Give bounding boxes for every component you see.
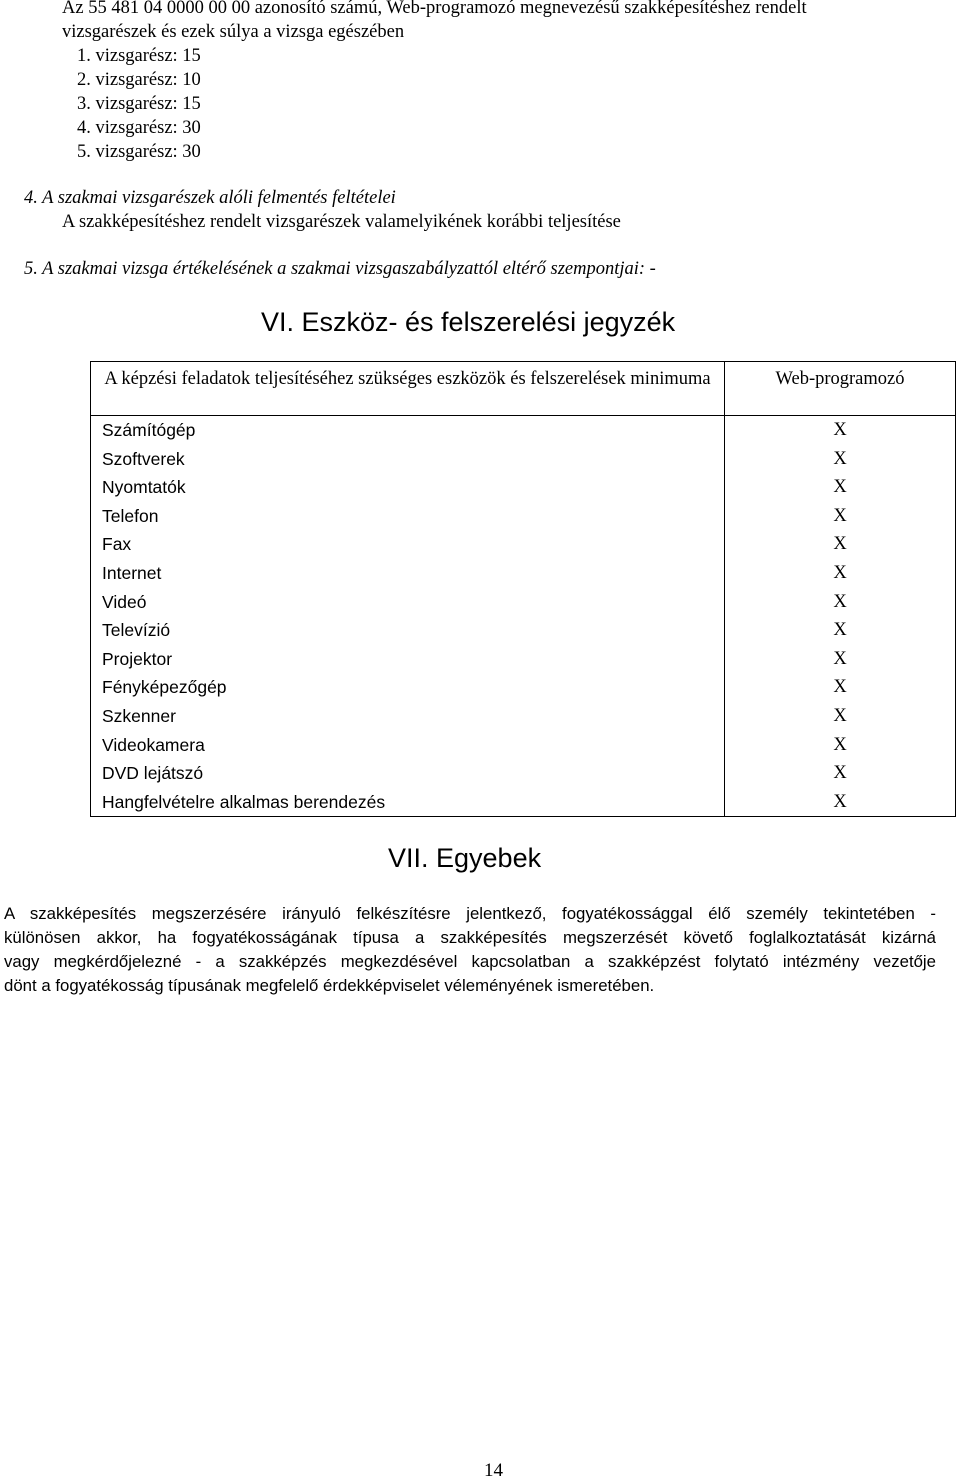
paragraph-line: vagy megkérdőjelezné - a szakképzés megkezdésével kapcsolatban a szakképzést folytató intézmény vezetője [4, 952, 936, 971]
equipment-name: Fax [91, 530, 725, 559]
table-row [91, 445, 956, 474]
equipment-mark: X [725, 788, 956, 817]
equipment-mark: X [725, 702, 956, 731]
paragraph-line: A szakképesítés megszerzésére irányuló felkészítésre jelentkező, fogyatékossággal élő személy tekintetében - [4, 904, 936, 923]
table-header-row [91, 362, 956, 416]
table-row [91, 616, 956, 645]
equipment-name: Internet [91, 559, 725, 588]
exam-part-3: 3. vizsgarész: 15 [77, 94, 201, 114]
table-row [91, 559, 956, 588]
qualification-column-header: Web-programozó [725, 362, 956, 416]
equipment-name: Telefon [91, 502, 725, 531]
chapter-7-paragraph [4, 902, 936, 998]
table-row [91, 645, 956, 674]
equipment-name: Szkenner [91, 702, 725, 731]
exam-part-2: 2. vizsgarész: 10 [77, 70, 201, 90]
equipment-name: Hangfelvételre alkalmas berendezés [91, 788, 725, 817]
intro-line-1: Az 55 481 04 0000 00 00 azonosító számú, Web-programozó megnevezésű szakképesítéshez rendelt [62, 0, 807, 18]
equipment-name: Számítógép [91, 416, 725, 445]
exam-part-1: 1. vizsgarész: 15 [77, 46, 201, 66]
equipment-mark: X [725, 445, 956, 474]
equipment-name: DVD lejátszó [91, 759, 725, 788]
exam-part-5: 5. vizsgarész: 30 [77, 142, 201, 162]
table-row [91, 731, 956, 760]
equipment-name: Videó [91, 588, 725, 617]
equipment-table [90, 361, 956, 817]
table-row [91, 473, 956, 502]
equipment-name: Fényképezőgép [91, 673, 725, 702]
equipment-name: Szoftverek [91, 445, 725, 474]
table-row [91, 416, 956, 445]
chapter-7-title: VII. Egyebek [388, 843, 542, 873]
table-row [91, 530, 956, 559]
table-row [91, 702, 956, 731]
section-5-heading: 5. A szakmai vizsga értékelésének a szakmai vizsgaszabályzattól eltérő szempontjai: - [24, 259, 656, 279]
equipment-name: Nyomtatók [91, 473, 725, 502]
equipment-mark: X [725, 759, 956, 788]
equipment-mark: X [725, 473, 956, 502]
table-row [91, 759, 956, 788]
page-number: 14 [484, 1460, 503, 1481]
equipment-name: Projektor [91, 645, 725, 674]
equipment-mark: X [725, 588, 956, 617]
equipment-mark: X [725, 559, 956, 588]
table-row [91, 502, 956, 531]
equipment-column-header: A képzési feladatok teljesítéséhez szükséges eszközök és felszerelések minimuma [91, 362, 725, 416]
equipment-mark: X [725, 616, 956, 645]
equipment-mark: X [725, 502, 956, 531]
table-row [91, 588, 956, 617]
table-row [91, 673, 956, 702]
paragraph-line: különösen akkor, ha fogyatékosságának típusa a szakképesítés megszerzését követő foglalkoztatását kizárná [4, 928, 936, 947]
paragraph-line: dönt a fogyatékosság típusának megfelelő érdekképviselet véleményének ismeretében. [4, 976, 655, 995]
equipment-name: Televízió [91, 616, 725, 645]
equipment-name: Videokamera [91, 731, 725, 760]
table-row [91, 788, 956, 817]
equipment-mark: X [725, 731, 956, 760]
exam-part-4: 4. vizsgarész: 30 [77, 118, 201, 138]
section-4-heading: 4. A szakmai vizsgarészek alóli felmentés feltételei [24, 188, 396, 208]
equipment-mark: X [725, 530, 956, 559]
chapter-6-title: VI. Eszköz- és felszerelési jegyzék [261, 307, 676, 337]
section-4-text: A szakképesítéshez rendelt vizsgarészek valamelyikének korábbi teljesítése [62, 212, 621, 232]
equipment-mark: X [725, 645, 956, 674]
equipment-mark: X [725, 673, 956, 702]
equipment-mark: X [725, 416, 956, 445]
intro-line-2: vizsgarészek és ezek súlya a vizsga egészében [62, 22, 405, 42]
